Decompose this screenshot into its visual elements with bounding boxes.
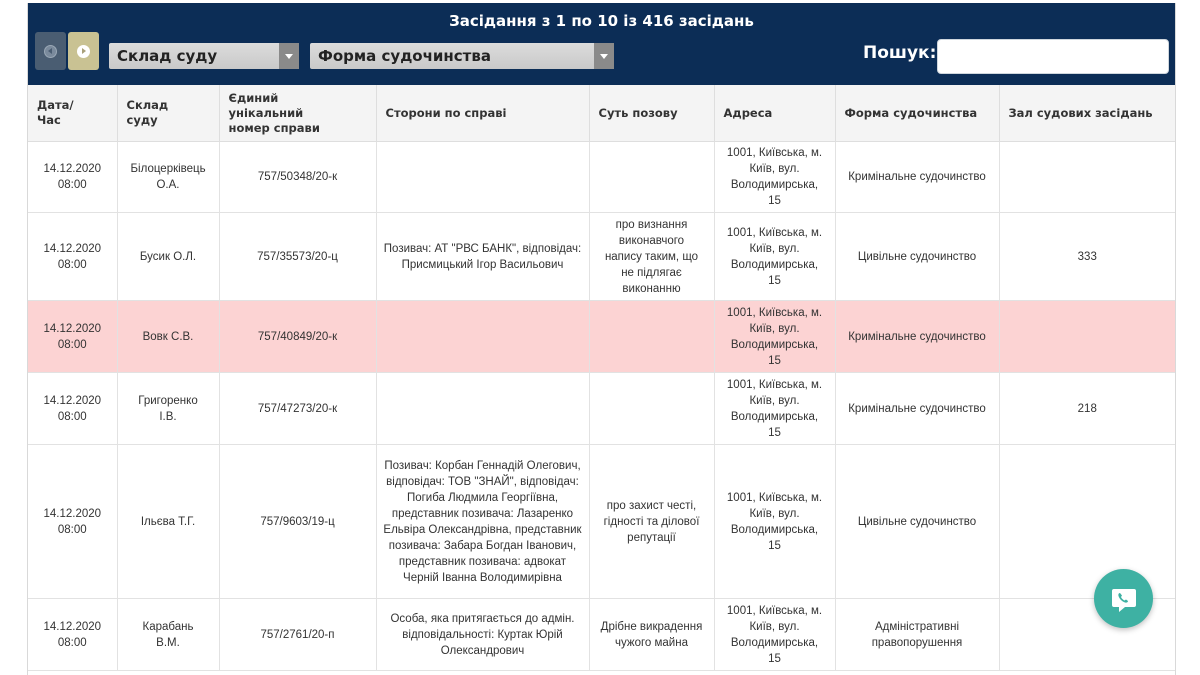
address-cell <box>714 445 835 599</box>
claim-subject-cell <box>589 213 714 301</box>
hearing-time: 08:00 <box>57 338 87 351</box>
hearing-date: 14.12.2020 <box>43 242 102 255</box>
court-hearings-panel <box>27 3 1176 675</box>
phone-chat-button[interactable] <box>1094 569 1153 628</box>
table-row[interactable] <box>28 213 1175 301</box>
prev-page-icon <box>44 45 57 58</box>
parties-cell-text: Позивач: АТ "РВС БАНК", відповідач: Присмицький Ігор Васильович <box>383 242 582 271</box>
address-cell-text: 1001, Київська, м. Київ, вул. Володимирська, 15 <box>726 147 823 207</box>
parties-cell <box>376 373 589 445</box>
address-cell <box>714 599 835 671</box>
judge-cell-text: Бусик О.Л. <box>139 250 197 263</box>
chevron-down-icon <box>279 43 299 69</box>
page-title: Засідання з 1 по 10 із 416 засідань <box>449 12 754 30</box>
judge-cell-text: Ільєва Т.Г. <box>140 515 196 528</box>
claim-subject-cell <box>589 142 714 213</box>
hearing-date: 14.12.2020 <box>43 394 102 407</box>
proceeding-form-cell-text: Кримінальне судочинство <box>848 402 986 415</box>
date-time-cell <box>28 373 117 445</box>
hearing-date: 14.12.2020 <box>43 620 102 633</box>
case-number-cell <box>219 213 376 301</box>
courtroom-cell <box>999 213 1175 301</box>
claim-subject-cell <box>589 445 714 599</box>
hearing-time: 08:00 <box>57 410 87 423</box>
table-row[interactable] <box>28 301 1175 373</box>
hearing-date: 14.12.2020 <box>43 322 102 335</box>
case-number-cell <box>219 301 376 373</box>
case-number-cell <box>219 599 376 671</box>
phone-chat-icon <box>1109 584 1139 614</box>
court-composition-select[interactable] <box>109 43 299 69</box>
case-number-cell <box>219 142 376 213</box>
case-number-cell-text: 757/50348/20-к <box>257 171 338 183</box>
search-label: Пошук: <box>863 43 937 63</box>
address-cell-text: 1001, Київська, м. Київ, вул. Володимирська, 15 <box>726 491 823 552</box>
proceeding-form-cell <box>835 373 999 445</box>
case-number-cell-text: 757/47273/20-к <box>257 402 338 415</box>
hearing-time: 08:00 <box>57 179 87 191</box>
proceeding-form-select[interactable] <box>310 43 614 69</box>
hearing-date: 14.12.2020 <box>43 507 102 520</box>
claim-subject-cell-text: про визнання виконавчого напису таким, що не підлягає виконанню <box>604 218 699 295</box>
case-number-cell <box>219 373 376 445</box>
hearing-time: 08:00 <box>57 636 87 649</box>
date-time-cell <box>28 445 117 599</box>
court-composition-select-label: Склад суду <box>117 47 218 65</box>
table-row[interactable] <box>28 599 1175 671</box>
column-header-court-composition[interactable]: Склад суду <box>117 85 219 142</box>
column-header-claim-subject[interactable]: Суть позову <box>589 85 714 142</box>
column-header-proceeding-form[interactable]: Форма судочинства <box>835 85 999 142</box>
address-cell-text: 1001, Київська, м. Київ, вул. Володимирська, 15 <box>726 306 823 367</box>
courtroom-cell <box>999 301 1175 373</box>
next-page-icon <box>77 45 90 58</box>
date-time-cell <box>28 301 117 373</box>
claim-subject-cell-text: Дрібне викрадення чужого майна <box>600 620 703 649</box>
date-time-cell <box>28 213 117 301</box>
table-row[interactable] <box>28 142 1175 213</box>
date-time-cell <box>28 142 117 213</box>
address-cell <box>714 373 835 445</box>
proceeding-form-cell-text: Цивільне судочинство <box>857 250 977 263</box>
courtroom-cell <box>999 445 1175 599</box>
parties-cell <box>376 301 589 373</box>
judge-cell <box>117 301 219 373</box>
table-row[interactable] <box>28 373 1175 445</box>
proceeding-form-cell <box>835 445 999 599</box>
case-number-cell-text: 757/2761/20-п <box>260 628 335 641</box>
date-time-cell <box>28 599 117 671</box>
proceeding-form-cell-text: Кримінальне судочинство <box>848 171 986 183</box>
hearing-time: 08:00 <box>57 523 87 536</box>
case-number-cell-text: 757/9603/19-ц <box>260 515 335 528</box>
judge-cell <box>117 213 219 301</box>
address-cell <box>714 301 835 373</box>
table-header-row <box>28 85 1175 142</box>
judge-cell-text: Карабань В.М. <box>142 620 194 649</box>
proceeding-form-cell <box>835 599 999 671</box>
case-number-cell-text: 757/40849/20-к <box>257 330 338 343</box>
judge-cell <box>117 599 219 671</box>
next-page-button[interactable] <box>68 32 99 70</box>
claim-subject-cell-text: про захист честі, гідності та ділової репутації <box>603 499 700 544</box>
search-input[interactable] <box>937 39 1169 74</box>
judge-cell-text: Білоцерківець О.А. <box>130 163 206 191</box>
courtroom-cell-text: 218 <box>1077 402 1097 415</box>
proceeding-form-cell <box>835 142 999 213</box>
judge-cell <box>117 445 219 599</box>
parties-cell-text: Особа, яка притягається до адмін. відповідальності: Куртак Юрій Олександрович <box>390 612 575 657</box>
courtroom-cell-text: 333 <box>1077 250 1097 263</box>
judge-cell <box>117 373 219 445</box>
address-cell <box>714 142 835 213</box>
case-number-cell <box>219 445 376 599</box>
proceeding-form-cell <box>835 301 999 373</box>
proceeding-form-cell-text: Цивільне судочинство <box>857 515 977 528</box>
address-cell-text: 1001, Київська, м. Київ, вул. Володимирська, 15 <box>726 604 823 665</box>
address-cell-text: 1001, Київська, м. Київ, вул. Володимирська, 15 <box>726 378 823 439</box>
column-header-address[interactable]: Адреса <box>714 85 835 142</box>
proceeding-form-cell-text: Адміністративні правопорушення <box>871 620 963 649</box>
judge-cell-text: Григоренко І.В. <box>138 394 198 423</box>
courtroom-cell <box>999 373 1175 445</box>
parties-cell <box>376 213 589 301</box>
parties-cell <box>376 599 589 671</box>
address-cell-text: 1001, Київська, м. Київ, вул. Володимирська, 15 <box>726 226 823 287</box>
column-header-date-time[interactable]: Дата/ Час <box>28 85 117 142</box>
claim-subject-cell <box>589 373 714 445</box>
hearing-date: 14.12.2020 <box>43 163 102 175</box>
case-number-cell-text: 757/35573/20-ц <box>257 250 338 263</box>
courtroom-cell <box>999 142 1175 213</box>
chevron-down-icon <box>594 43 614 69</box>
parties-cell <box>376 445 589 599</box>
proceeding-form-cell-text: Кримінальне судочинство <box>848 330 986 343</box>
hearing-time: 08:00 <box>57 258 87 271</box>
table-row[interactable] <box>28 445 1175 599</box>
proceeding-form-cell <box>835 213 999 301</box>
column-header-parties[interactable]: Сторони по справі <box>376 85 589 142</box>
judge-cell-text: Вовк С.В. <box>142 330 194 343</box>
prev-page-button[interactable] <box>35 32 66 70</box>
parties-cell-text: Позивач: Корбан Геннадій Олегович, відповідач: ТОВ "ЗНАЙ", відповідач: Погиба Людмила Георгіївна, представник позивача: Лазаренко Ельвіра Олександрівна, представник позивача: Забара Богдан Іванович, представник позивача: адвокат Черній Іванна Володимирівна <box>383 459 582 584</box>
address-cell <box>714 213 835 301</box>
claim-subject-cell <box>589 599 714 671</box>
judge-cell <box>117 142 219 213</box>
claim-subject-cell <box>589 301 714 373</box>
proceeding-form-select-label: Форма судочинства <box>318 47 491 65</box>
hearings-table <box>28 85 1175 671</box>
column-header-case-number[interactable]: Єдиний унікальний номер справи <box>219 85 376 142</box>
column-header-courtroom[interactable]: Зал судових засідань <box>999 85 1175 142</box>
parties-cell <box>376 142 589 213</box>
toolbar <box>28 3 1175 85</box>
